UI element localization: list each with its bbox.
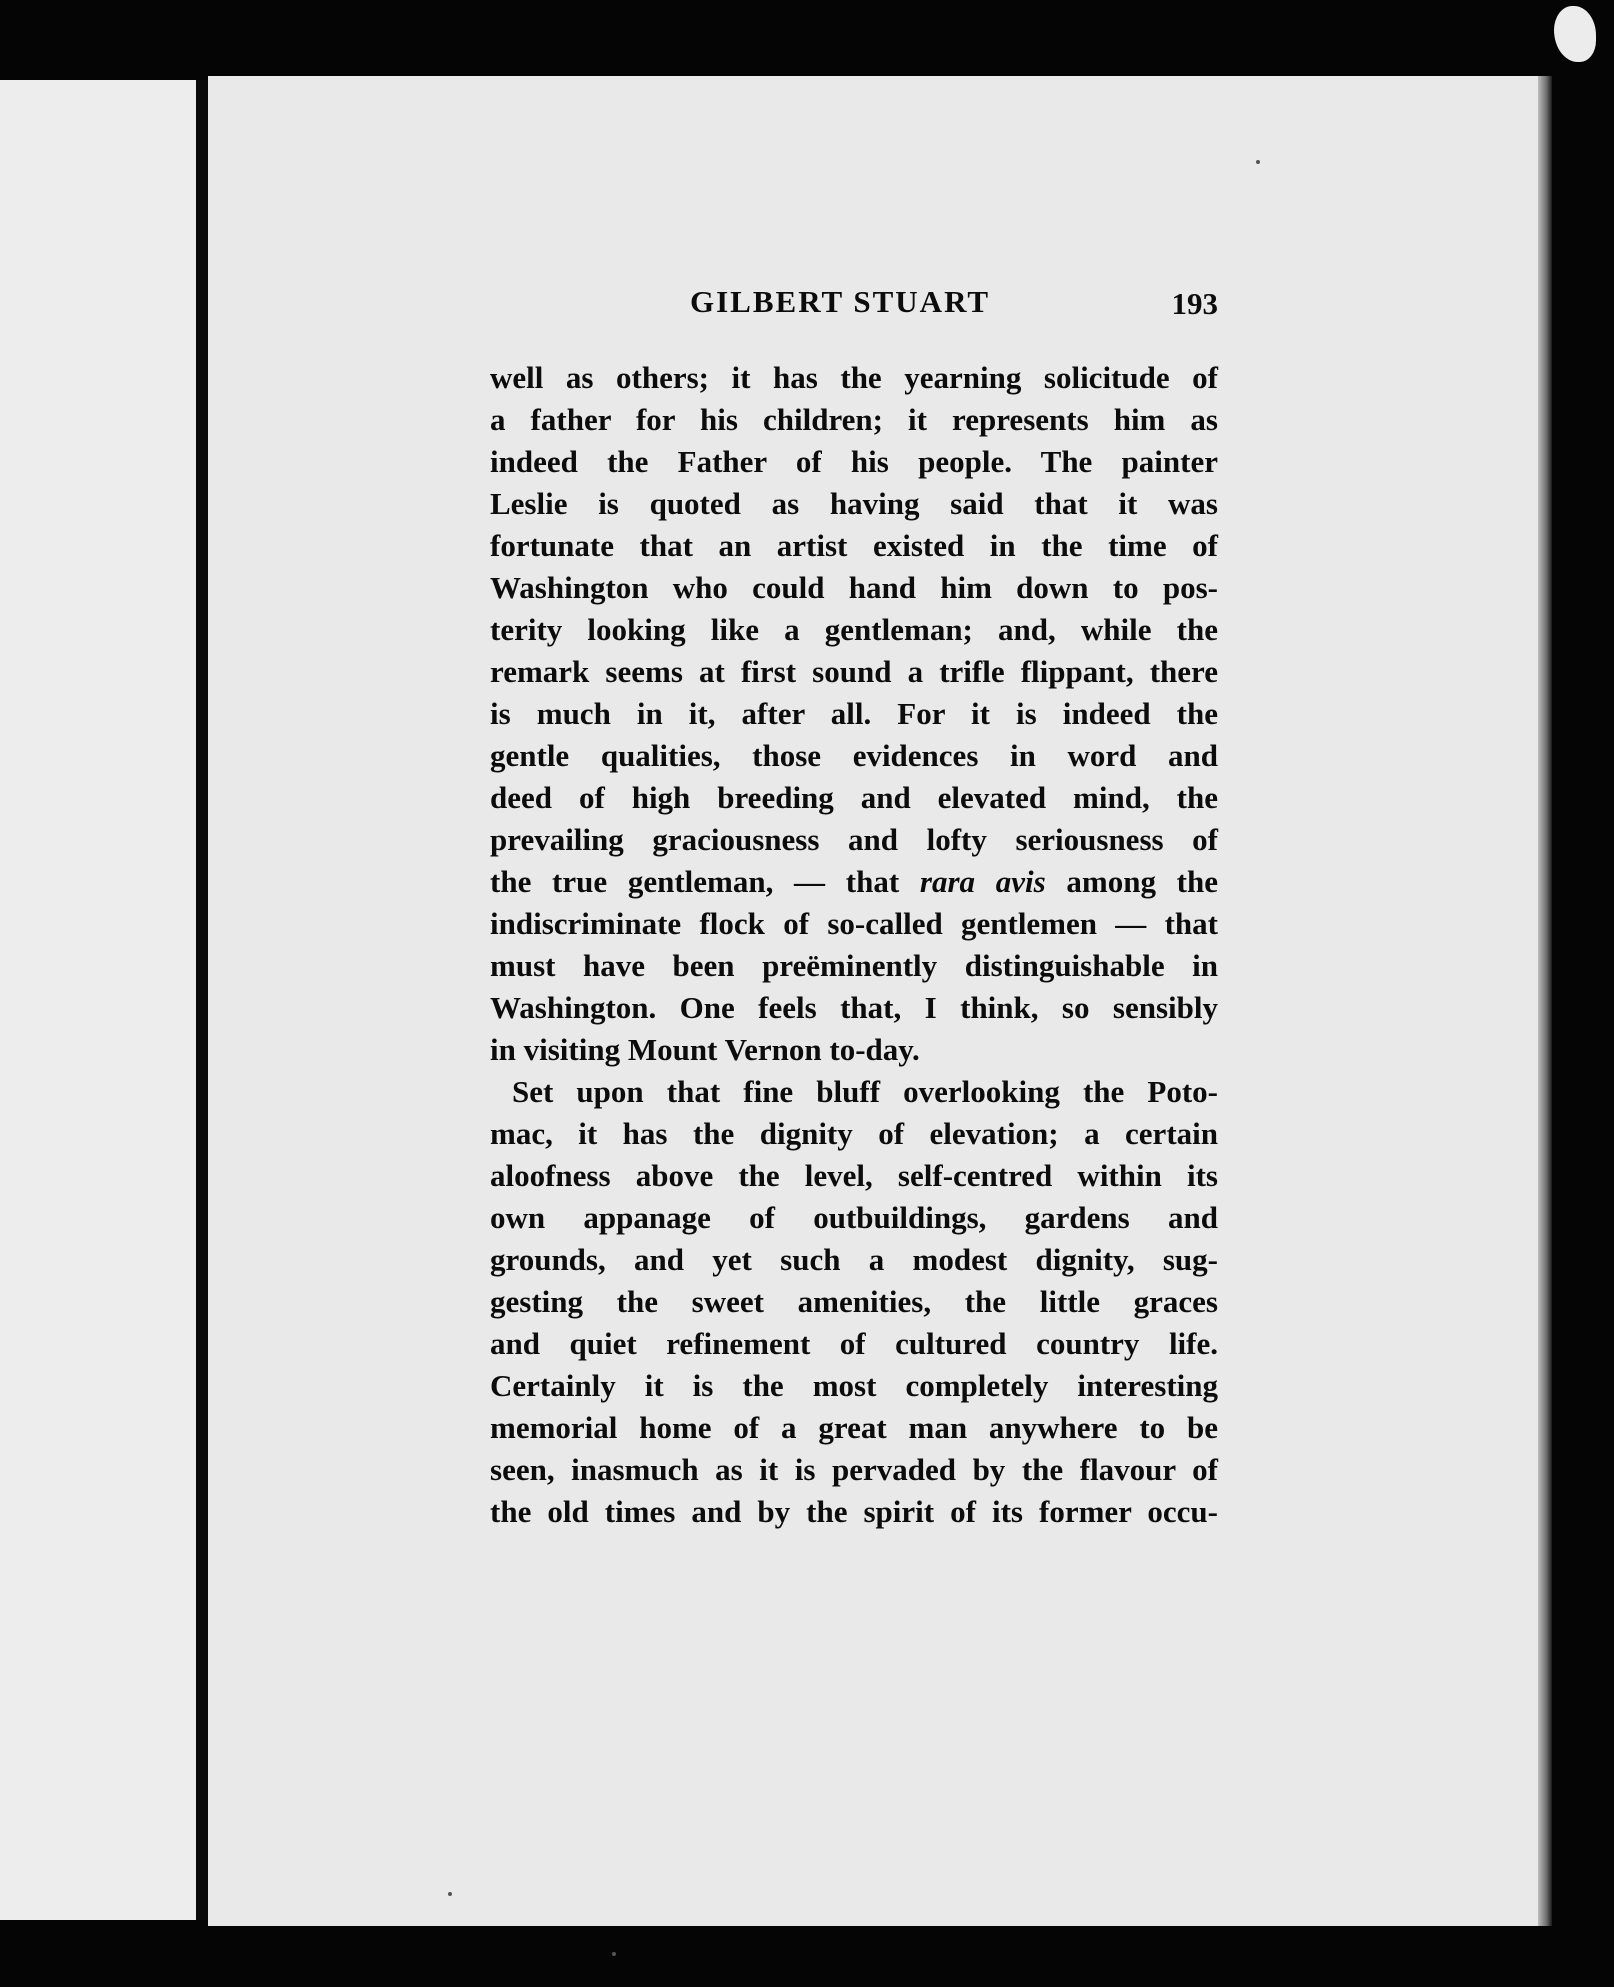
text-line: deed of high breeding and elevated mind, the <box>490 780 1218 815</box>
text-line: grounds, and yet such a modest dignity, sug- <box>490 1242 1218 1277</box>
text-line: remark seems at first sound a trifle flippant, there <box>490 654 1218 689</box>
text-line: must have been preëminently distinguishable in <box>490 948 1218 983</box>
page-edge-shadow <box>1538 76 1552 1926</box>
text-line: Certainly it is the most completely interesting <box>490 1368 1218 1403</box>
dust-speck <box>1256 160 1260 164</box>
text-line: Leslie is quoted as having said that it was <box>490 486 1218 521</box>
dust-speck <box>612 1952 616 1956</box>
text-line: a father for his children; it represents him as <box>490 402 1218 437</box>
text-line: gentle qualities, those evidences in word and <box>490 738 1218 773</box>
facing-page-edge <box>0 80 196 1920</box>
text-line: prevailing graciousness and lofty seriousness of <box>490 822 1218 857</box>
text-line: indiscriminate flock of so-called gentlemen — that <box>490 906 1218 941</box>
corner-blemish <box>1554 6 1596 62</box>
text-line: aloofness above the level, self-centred within its <box>490 1158 1218 1193</box>
text-run: the true gentleman, — that <box>490 864 900 899</box>
text-line: fortunate that an artist existed in the time of <box>490 528 1218 563</box>
running-head: GILBERT STUART <box>690 284 991 319</box>
text-line: gesting the sweet amenities, the little graces <box>490 1284 1218 1319</box>
paragraph-start-line: Set upon that fine bluff overlooking the Poto- <box>512 1074 1218 1109</box>
text-line: the old times and by the spirit of its former occu- <box>490 1494 1218 1529</box>
text-line: well as others; it has the yearning solicitude of <box>490 360 1218 395</box>
paragraph-end-line: in visiting Mount Vernon to-day. <box>490 1032 920 1067</box>
text-run: among the <box>1066 864 1218 899</box>
text-line: terity looking like a gentleman; and, while the <box>490 612 1218 647</box>
text-line: memorial home of a great man anywhere to be <box>490 1410 1218 1445</box>
gutter-shadow <box>196 80 208 1920</box>
text-line: Washington. One feels that, I think, so sensibly <box>490 990 1218 1025</box>
text-line: seen, inasmuch as it is pervaded by the flavour of <box>490 1452 1218 1487</box>
text-line: and quiet refinement of cultured country life. <box>490 1326 1218 1361</box>
text-line-with-italic <box>490 861 1218 903</box>
text-line: Washington who could hand him down to pos- <box>490 570 1218 605</box>
text-line: mac, it has the dignity of elevation; a certain <box>490 1116 1218 1151</box>
italic-phrase: rara avis <box>919 864 1046 899</box>
page-number: 193 <box>1171 286 1218 321</box>
text-line: is much in it, after all. For it is indeed the <box>490 696 1218 731</box>
text-line: own appanage of outbuildings, gardens and <box>490 1200 1218 1235</box>
page-header <box>690 284 1218 334</box>
dust-speck <box>448 1892 452 1896</box>
text-line: indeed the Father of his people. The painter <box>490 444 1218 479</box>
body-text <box>490 357 1218 1533</box>
